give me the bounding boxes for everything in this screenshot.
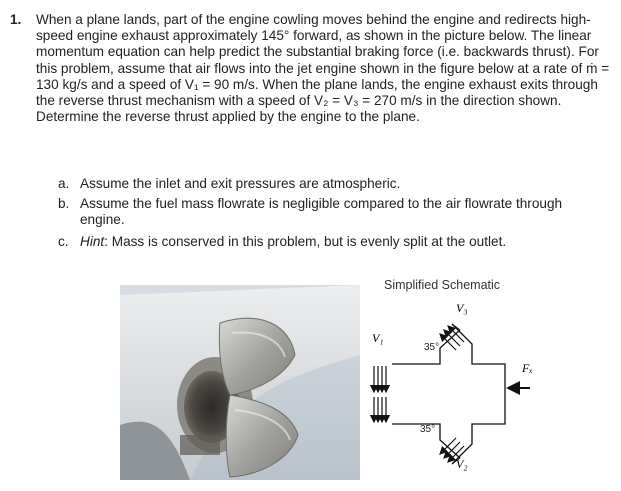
- assumption-a: [58, 176, 598, 192]
- assumption-c: [58, 234, 598, 250]
- problem-number: 1.: [10, 12, 22, 27]
- assumption-b-label: b.: [58, 196, 70, 211]
- engine-photo: [120, 285, 360, 480]
- problem-text: When a plane lands, part of the engine cowling moves behind the engine and redirects high-speed engine exhaust approximately 145° forward, as shown in the picture below. The linear momentum equation can help predict the substantial braking force (i.e. backwards thrust). For this problem, assume that air flows into the jet engine shown in the figure below at a rate of ṁ = 130 kg/s and a speed of V₁ = 90 m/s. When the plane lands, the engine exhaust exits through the reverse thrust mechanism with a speed of V₂ = V₃ = 270 m/s in the direction shown. Determine the reverse thrust applied by the engine to the plane.: [36, 12, 610, 125]
- v1-label: V₁: [372, 331, 384, 345]
- v2-label: V₂: [456, 457, 468, 471]
- angle-bottom-label: 35°: [420, 424, 436, 435]
- top-exit-arrows: [440, 326, 464, 350]
- hint-label: Hint: [80, 234, 105, 249]
- simplified-schematic: [360, 292, 540, 487]
- fx-label: Fₓ: [522, 361, 533, 375]
- assumption-c-text: [80, 234, 598, 250]
- assumption-a-label: a.: [58, 176, 70, 191]
- assumption-b-text: Assume the fuel mass flowrate is negligible compared to the air flowrate through engine.: [80, 196, 563, 228]
- assumption-c-label: c.: [58, 234, 69, 249]
- v3-label: V₃: [456, 301, 468, 315]
- inlet-arrows: [374, 366, 386, 422]
- schematic-title: Simplified Schematic: [384, 278, 501, 292]
- engine-outline: [392, 324, 505, 464]
- hint-text: : Mass is conserved in this problem, but is evenly split at the outlet.: [104, 234, 507, 249]
- assumption-b: [58, 196, 598, 228]
- angle-top-label: 35°: [424, 342, 440, 353]
- problem-statement: [10, 12, 610, 125]
- assumption-a-text: Assume the inlet and exit pressures are atmospheric.: [80, 176, 401, 191]
